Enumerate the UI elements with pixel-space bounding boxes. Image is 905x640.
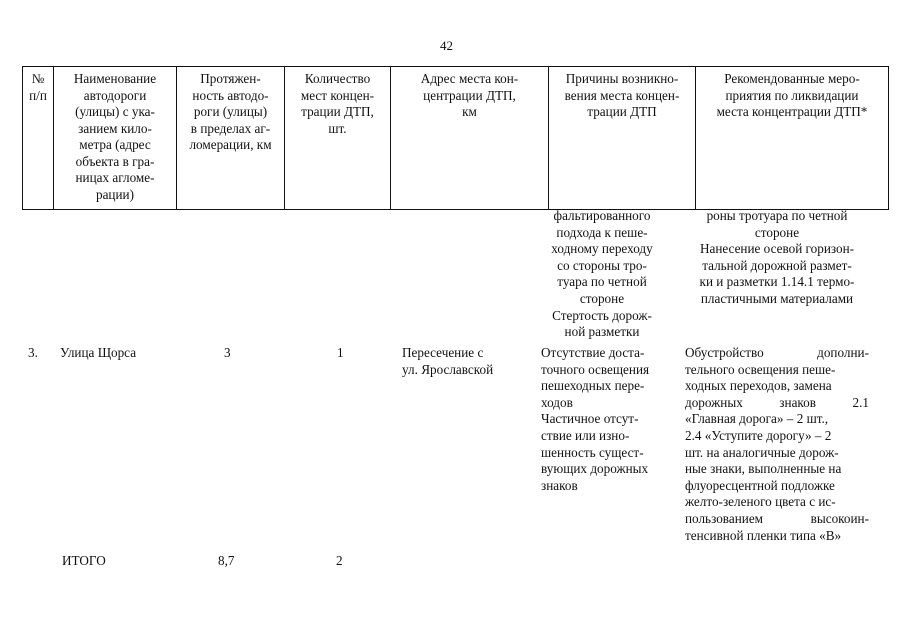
row3-number: 3. [28, 345, 38, 360]
row3-reasons: Отсутствие доста- точного освещения пешеходных пере- ходов Частичное отсут- ствие или изно- шенность сущест- вующих дорожных знаков [541, 345, 650, 493]
row3-road-name: Улица Щорса [60, 345, 137, 360]
continuation-measures: роны тротуара по четной стороне Нанесение осевой горизон- тальной дорожной размет- ки и разметки 1.14.1 термо- пластичными материалами [699, 208, 855, 306]
total-length: 8,7 [218, 553, 235, 568]
table-header [22, 66, 889, 210]
header-col-road-name: Наименование автодороги (улицы) с ука- занием кило- метра (адрес объекта в гра- ницах агломе- рации) [54, 67, 177, 210]
total-label: ИТОГО [62, 553, 106, 568]
row3-length: 3 [224, 345, 231, 360]
header-col-measures: Рекомендованные меро- приятия по ликвидации места концентрации ДТП* [696, 67, 889, 210]
row3-count: 1 [337, 345, 344, 360]
header-col-reasons: Причины возникно- вения места концен- трации ДТП [549, 67, 696, 210]
header-col-number: № п/п [23, 67, 54, 210]
continuation-reasons: фальтированного подхода к пеше- ходному переходу со стороны тро- туара по четной стороне Стертость дорож- ной разметки [551, 208, 653, 340]
page-number: 42 [440, 38, 453, 53]
header-col-count: Количество мест концен- трации ДТП, шт. [285, 67, 391, 210]
header-col-length: Протяжен- ность автодо- роги (улицы) в пределах аг- ломерации, км [177, 67, 285, 210]
row3-address: Пересечение с ул. Ярославской [402, 345, 494, 377]
total-count: 2 [336, 553, 343, 568]
header-col-address: Адрес места кон- центрации ДТП, км [391, 67, 549, 210]
row3-measures: Обустройство дополни- тельного освещения пеше- ходных переходов, замена дорожных знаков 2.1 «Главная дорога» – 2 шт., 2.4 «Уступите дорогу» – 2 шт. на аналогичные дорож- ные знаки, выполненные на флуоресцентной подложке желто-зеленого цвета с ис- пользованием высокоин- тенсивной пленки типа «В» [685, 345, 869, 543]
